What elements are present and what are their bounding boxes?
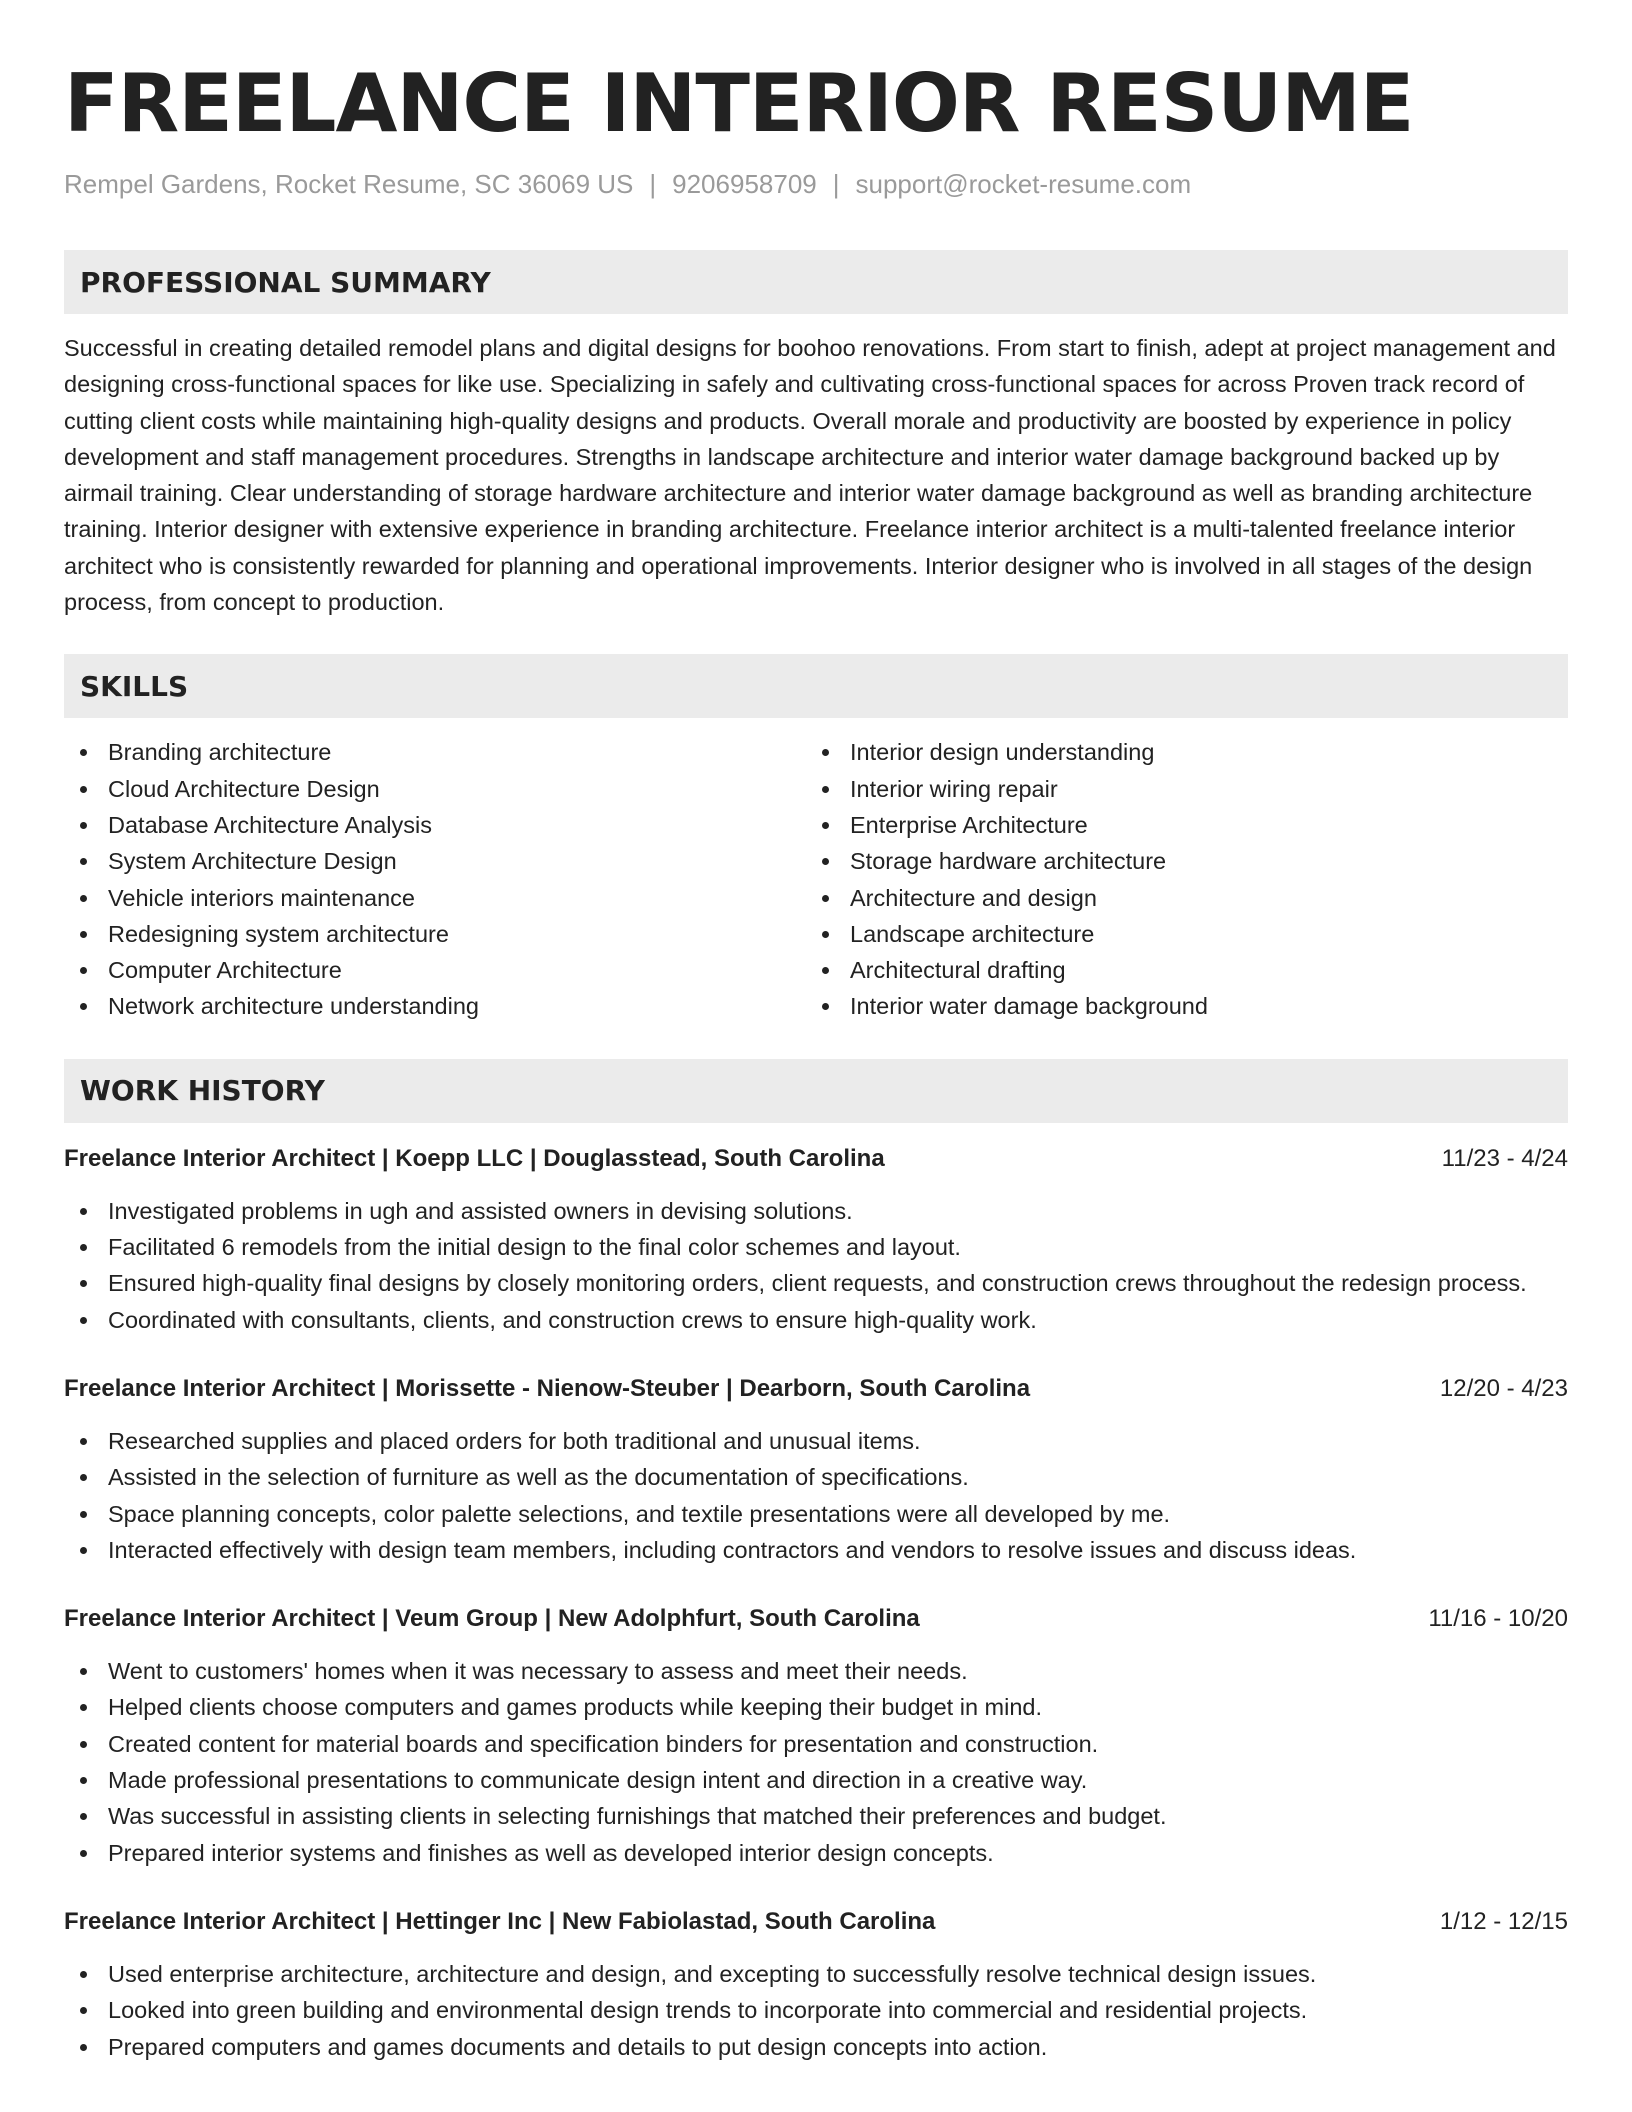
skills-column-left [64, 734, 806, 1024]
job-bullet: Looked into green building and environmental design trends to incorporate into commercial and residential projects. [64, 1992, 1568, 2028]
skills-grid [64, 734, 1568, 1024]
job-dates: 12/20 - 4/23 [1439, 1374, 1568, 1402]
job-bullet: Assisted in the selection of furniture as well as the documentation of specifications. [64, 1459, 1568, 1495]
bullet-icon [80, 1208, 87, 1215]
bullet-icon [80, 1971, 87, 1978]
skill-item: Computer Architecture [64, 952, 806, 988]
contact-address: Rempel Gardens, Rocket Resume, SC 36069 US [64, 169, 634, 199]
bullet-icon [80, 1317, 87, 1324]
skill-item: Network architecture understanding [64, 988, 806, 1024]
skill-item: Architectural drafting [806, 952, 1548, 988]
bullet-icon [80, 1547, 87, 1554]
job-bullet: Coordinated with consultants, clients, and construction crews to ensure high-quality work. [64, 1302, 1568, 1338]
job-entry [64, 1601, 1568, 1871]
skill-item: Redesigning system architecture [64, 916, 806, 952]
job-entry [64, 1141, 1568, 1338]
job-bullet: Prepared computers and games documents and details to put design concepts into action. [64, 2029, 1568, 2065]
job-bullet: Investigated problems in ugh and assisted owners in devising solutions. [64, 1193, 1568, 1229]
bullet-icon [80, 858, 87, 865]
work-history-heading: WORK HISTORY [64, 1059, 1568, 1123]
skill-item: Storage hardware architecture [806, 843, 1548, 879]
skill-item: System Architecture Design [64, 843, 806, 879]
bullet-icon [822, 858, 829, 865]
bullet-icon [80, 2007, 87, 2014]
bullet-icon [822, 895, 829, 902]
job-bullets [64, 1423, 1568, 1568]
bullet-icon [80, 822, 87, 829]
bullet-icon [80, 1003, 87, 1010]
skill-item: Interior design understanding [806, 734, 1548, 770]
bullet-icon [822, 931, 829, 938]
skill-item: Interior wiring repair [806, 771, 1548, 807]
summary-text: Successful in creating detailed remodel plans and digital designs for boohoo renovations. From start to finish, adept at project management and designing cross-functional spaces for like use. Specializing in safely and cultivating cross-functional spaces for across Proven track record of cutting client costs while maintaining high-quality designs and products. Overall morale and productivity are boosted by experience in policy development and staff management procedures. Strengths in landscape architecture and interior water damage background backed up by airmail training. Clear understanding of storage hardware architecture and interior water damage background as well as branding architecture training. Interior designer with extensive experience in branding architecture. Freelance interior architect is a multi-talented freelance interior architect who is consistently rewarded for planning and operational improvements. Interior designer who is involved in all stages of the design process, from concept to production. [64, 335, 1556, 616]
skill-item: Enterprise Architecture [806, 807, 1548, 843]
job-title: Freelance Interior Architect | Morissette - Nienow-Steuber | Dearborn, South Carolina [64, 1374, 1031, 1402]
skill-item: Architecture and design [806, 880, 1548, 916]
bullet-icon [80, 1474, 87, 1481]
bullet-icon [80, 1704, 87, 1711]
job-title-row [64, 1904, 1568, 1940]
bullet-icon [80, 1777, 87, 1784]
job-title-row [64, 1601, 1568, 1637]
contact-separator: | [832, 169, 840, 199]
bullet-icon [80, 786, 87, 793]
job-bullet: Went to customers' homes when it was necessary to assess and meet their needs. [64, 1653, 1568, 1689]
bullet-icon [80, 895, 87, 902]
bullet-icon [80, 931, 87, 938]
job-dates: 11/16 - 10/20 [1428, 1605, 1568, 1633]
job-bullet: Facilitated 6 remodels from the initial design to the final color schemes and layout. [64, 1229, 1568, 1265]
job-bullet: Was successful in assisting clients in selecting furnishings that matched their preferences and budget. [64, 1798, 1568, 1834]
job-entry [64, 1371, 1568, 1568]
skills-heading: SKILLS [64, 654, 1568, 718]
bullet-icon [80, 1280, 87, 1287]
bullet-icon [80, 1850, 87, 1857]
skill-item: Database Architecture Analysis [64, 807, 806, 843]
job-bullet: Ensured high-quality final designs by closely monitoring orders, client requests, and construction crews throughout the redesign process. [64, 1265, 1568, 1301]
contact-separator: | [649, 169, 657, 199]
summary-heading: PROFESSIONAL SUMMARY [64, 250, 1568, 314]
job-bullet: Space planning concepts, color palette selections, and textile presentations were all developed by me. [64, 1496, 1568, 1532]
job-bullet: Made professional presentations to communicate design intent and direction in a creative way. [64, 1762, 1568, 1798]
bullet-icon [822, 822, 829, 829]
bullet-icon [80, 1741, 87, 1748]
job-bullets [64, 1956, 1568, 2065]
job-dates: 11/23 - 4/24 [1441, 1144, 1568, 1172]
skill-item: Branding architecture [64, 734, 806, 770]
job-bullets [64, 1193, 1568, 1338]
contact-phone: 9206958709 [672, 169, 817, 199]
resume-title: FREELANCE INTERIOR RESUME [64, 57, 1414, 150]
bullet-icon [80, 967, 87, 974]
bullet-icon [822, 1003, 829, 1010]
bullet-icon [80, 749, 87, 756]
skill-item: Cloud Architecture Design [64, 771, 806, 807]
bullet-icon [80, 1244, 87, 1251]
bullet-icon [822, 749, 829, 756]
job-title-row [64, 1371, 1568, 1407]
bullet-icon [80, 2044, 87, 2051]
job-bullet: Interacted effectively with design team members, including contractors and vendors to resolve issues and discuss ideas. [64, 1532, 1568, 1568]
job-title-row [64, 1141, 1568, 1177]
bullet-icon [80, 1813, 87, 1820]
job-entry [64, 1904, 1568, 2065]
job-bullet: Helped clients choose computers and games products while keeping their budget in mind. [64, 1689, 1568, 1725]
job-title: Freelance Interior Architect | Hettinger Inc | New Fabiolastad, South Carolina [64, 1907, 936, 1935]
job-bullet: Researched supplies and placed orders for both traditional and unusual items. [64, 1423, 1568, 1459]
bullet-icon [80, 1511, 87, 1518]
job-bullet: Prepared interior systems and finishes as well as developed interior design concepts. [64, 1835, 1568, 1871]
bullet-icon [80, 1438, 87, 1445]
job-title: Freelance Interior Architect | Veum Group | New Adolphfurt, South Carolina [64, 1605, 920, 1633]
job-dates: 1/12 - 12/15 [1439, 1907, 1568, 1935]
job-title: Freelance Interior Architect | Koepp LLC | Douglasstead, South Carolina [64, 1144, 885, 1172]
skills-column-right [806, 734, 1548, 1024]
job-bullet: Created content for material boards and specification binders for presentation and construction. [64, 1726, 1568, 1762]
skill-item: Landscape architecture [806, 916, 1548, 952]
job-bullet: Used enterprise architecture, architecture and design, and excepting to successfully resolve technical design issues. [64, 1956, 1568, 1992]
bullet-icon [80, 1668, 87, 1675]
skill-item: Interior water damage background [806, 988, 1548, 1024]
job-bullets [64, 1653, 1568, 1871]
resume-page [64, 52, 1568, 2065]
contact-line [64, 166, 1568, 202]
bullet-icon [822, 786, 829, 793]
bullet-icon [822, 967, 829, 974]
skill-item: Vehicle interiors maintenance [64, 880, 806, 916]
contact-email: support@rocket-resume.com [855, 169, 1192, 199]
